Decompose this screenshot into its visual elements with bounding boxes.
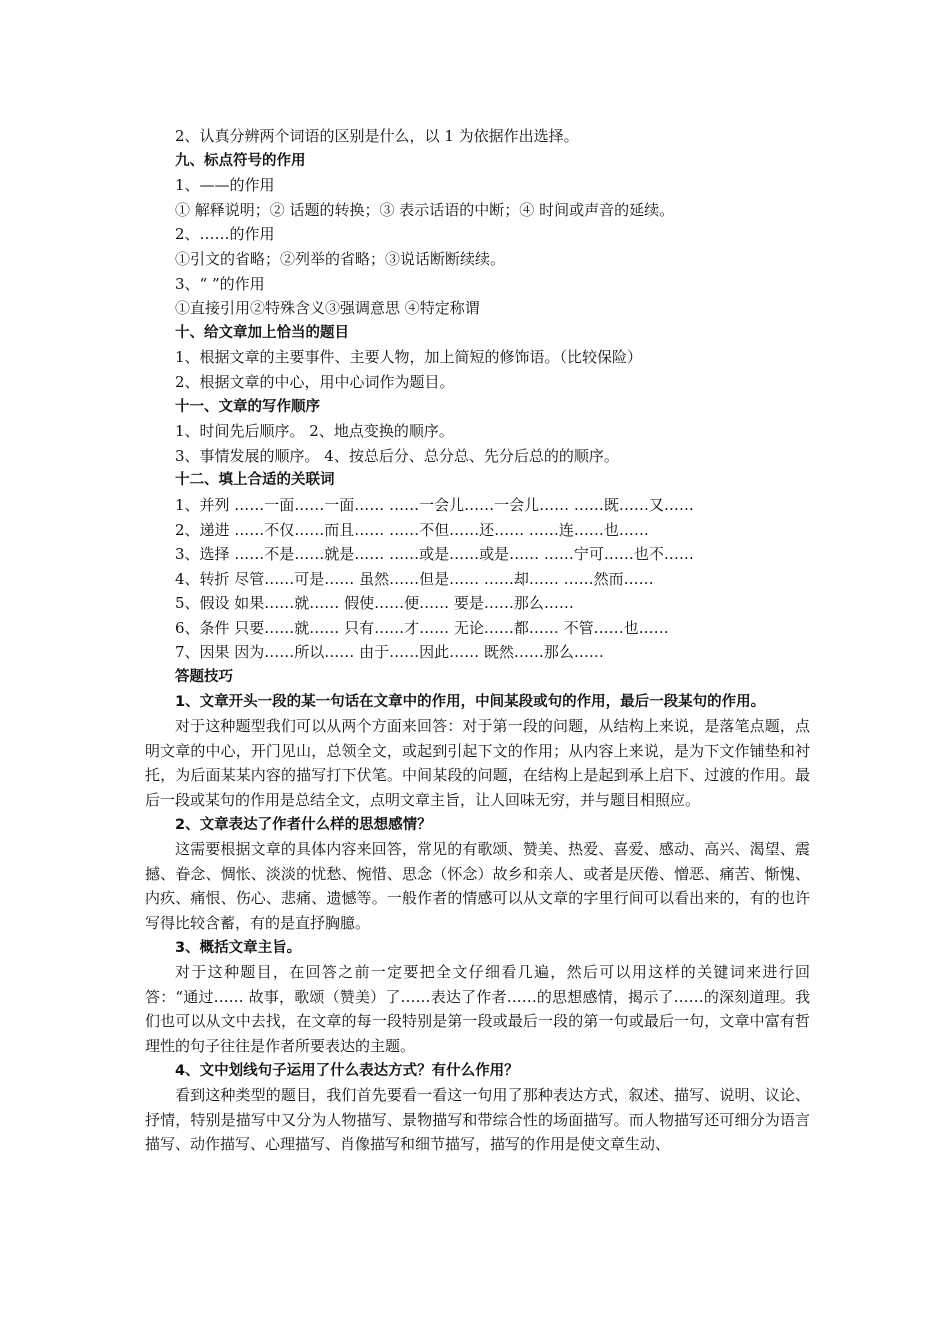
text-line: 6、条件 只要……就…… 只有……才…… 无论……都…… 不管……也…… [175, 618, 669, 637]
text-line: 5、假设 如果……就…… 假使……便…… 要是……那么…… [175, 594, 574, 613]
document-page [145, 124, 810, 1157]
question-3: 3、概括文章主旨。 [175, 939, 302, 956]
text-line: 2、递进 ……不仅……而且…… ……不但……还…… ……连……也…… [175, 520, 649, 539]
answer-1: 对于这种题型我们可以从两个方面来回答：对于第一段的问题，从结构上来说，是落笔点题，点明文章的中心，开门见山，总领全文，或起到引起下文的作用；从内容上来说，是为下文作铺垫和衬托，为后面某某内容的描写打下伏笔。中间某段的问题，在结构上是起到承上启下、过渡的作用。最后一段或某句的作用是总结全文，点明文章主旨，让人回味无穷，并与题目相照应。 [145, 717, 810, 810]
answer-3: 对于这种题目，在回答之前一定要把全文仔细看几遍，然后可以用这样的关键词来进行回答：“通过…… 故事，歌颂（赞美）了……表达了作者……的思想感情，揭示了……的深刻道理。我们也可以从文中去找，在文章的每一段特别是第一段或最后一段的第一句或最后一句，文章中富有哲理性的句子往往是作者所要表达的主题。 [145, 963, 810, 1055]
section-heading-conjunctions: 十二、填上合适的关联词 [175, 472, 335, 489]
text-line: 2、根据文章的中心，用中心词作为题目。 [175, 372, 455, 391]
text-line: ①直接引用②特殊含义③强调意思 ④特定称谓 [175, 299, 480, 318]
text-line: 1、时间先后顺序。 2、地点变换的顺序。 [175, 422, 454, 441]
text-line: 3、选择 ……不是……就是…… ……或是……或是…… ……宁可……也不…… [175, 545, 694, 564]
text-line: ①引文的省略；②列举的省略；③说话断断续续。 [175, 249, 506, 268]
text-line: 1、根据文章的主要事件、主要人物，加上简短的修饰语。（比较保险） [175, 348, 643, 367]
text-line: ① 解释说明；② 话题的转换；③ 表示话语的中断；④ 时间或声音的延续。 [175, 200, 675, 219]
text-line: 7、因果 因为……所以…… 由于……因此…… 既然……那么…… [175, 643, 604, 662]
section-heading-title: 十、给文章加上恰当的题目 [175, 324, 349, 341]
question-1: 1、文章开头一段的某一句话在文章中的作用，中间某段或句的作用，最后一段某句的作用。 [175, 693, 766, 710]
text-line: 3、“ ”的作用 [175, 274, 265, 293]
section-heading-punctuation: 九、标点符号的作用 [175, 152, 306, 169]
text-line: 3、事情发展的顺序。 4、按总后分、总分总、先分后总的的顺序。 [175, 446, 619, 465]
question-2: 2、文章表达了作者什么样的思想感情？ [175, 816, 432, 833]
text-line: 2、认真分辨两个词语的区别是什么，以 1 为依据作出选择。 [175, 127, 579, 145]
text-line: 2、……的作用 [175, 225, 275, 244]
answer-4: 看到这种类型的题目，我们首先要看一看这一句用了那种表达方式，叙述、描写、说明、议论、抒情，特别是描写中又分为人物描写、景物描写和带综合性的场面描写。而人物描写还可细分为语言描写、动作描写、心理描写、肖像描写和细节描写，描写的作用是使文章生动、 [145, 1086, 810, 1154]
question-4: 4、文中划线句子运用了什么表达方式？有什么作用？ [175, 1062, 519, 1079]
answer-2: 这需要根据文章的具体内容来回答，常见的有歌颂、赞美、热爱、喜爱、感动、高兴、渴望、震撼、眷念、惆怅、淡淡的忧愁、惋惜、思念（怀念）故乡和亲人、或者是厌倦、憎恶、痛苦、惭愧、内疚、痛恨、伤心、悲痛、遗憾等。一般作者的情感可以从文章的字里行间可以看出来的，有的也许写得比较含蓄，有的是直抒胸臆。 [145, 840, 810, 932]
section-heading-order: 十一、文章的写作顺序 [175, 398, 320, 415]
section-heading-tips: 答题技巧 [175, 669, 233, 686]
text-line: 4、转折 尽管……可是…… 虽然……但是…… ……却…… ……然而…… [175, 569, 654, 588]
text-line: 1、——的作用 [175, 176, 275, 195]
text-line: 1、并列 ……一面……一面…… ……一会儿……一会儿…… ……既……又…… [175, 495, 694, 514]
